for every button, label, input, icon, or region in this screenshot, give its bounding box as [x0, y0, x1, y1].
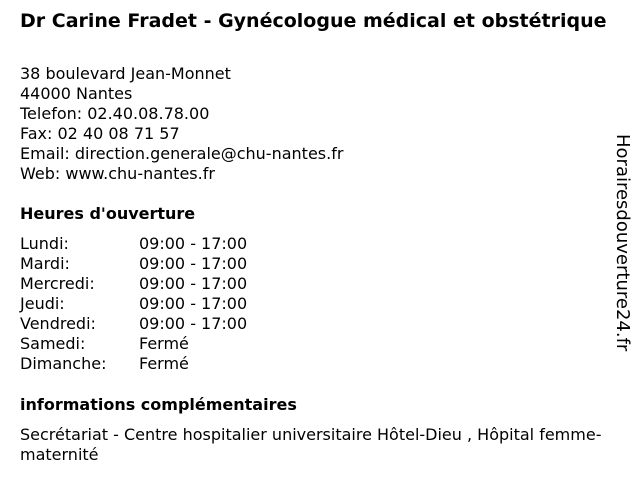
street-address: 38 boulevard Jean-Monnet — [20, 64, 231, 83]
opening-hours-table — [20, 234, 320, 374]
hours-row-wednesday — [20, 274, 320, 294]
hours-row-friday — [20, 314, 320, 334]
day-label: Jeudi: — [20, 294, 65, 313]
hours-value: 09:00 - 17:00 — [139, 254, 248, 273]
hours-row-saturday — [20, 334, 320, 354]
hours-value: Fermé — [139, 334, 189, 353]
day-label: Samedi: — [20, 334, 86, 353]
hours-value: 09:00 - 17:00 — [139, 314, 248, 333]
day-label: Vendredi: — [20, 314, 96, 333]
day-label: Lundi: — [20, 234, 69, 253]
hours-value: 09:00 - 17:00 — [139, 234, 248, 253]
additional-info-text: Secrétariat - Centre hospitalier universitaire Hôtel-Dieu , Hôpital femme-maternité — [20, 425, 602, 464]
phone-number: Telefon: 02.40.08.78.00 — [20, 104, 210, 123]
contact-details — [20, 64, 343, 184]
opening-hours-heading: Heures d'ouverture — [20, 204, 196, 223]
email-address: Email: direction.generale@chu-nantes.fr — [20, 144, 344, 163]
hours-value: 09:00 - 17:00 — [139, 274, 248, 293]
additional-info-heading: informations complémentaires — [20, 395, 297, 414]
day-label: Mercredi: — [20, 274, 95, 293]
website-address: Web: www.chu-nantes.fr — [20, 164, 215, 183]
site-watermark: Horairesdouverture24.fr — [612, 134, 633, 352]
hours-row-thursday — [20, 294, 320, 314]
hours-value: 09:00 - 17:00 — [139, 294, 248, 313]
day-label: Dimanche: — [20, 354, 107, 373]
day-label: Mardi: — [20, 254, 70, 273]
fax-number: Fax: 02 40 08 71 57 — [20, 124, 180, 143]
hours-value: Fermé — [139, 354, 189, 373]
business-title: Dr Carine Fradet - Gynécologue médical et obstétrique — [20, 10, 607, 32]
hours-row-sunday — [20, 354, 320, 374]
city-postcode: 44000 Nantes — [20, 84, 133, 103]
hours-row-monday — [20, 234, 320, 254]
hours-row-tuesday — [20, 254, 320, 274]
